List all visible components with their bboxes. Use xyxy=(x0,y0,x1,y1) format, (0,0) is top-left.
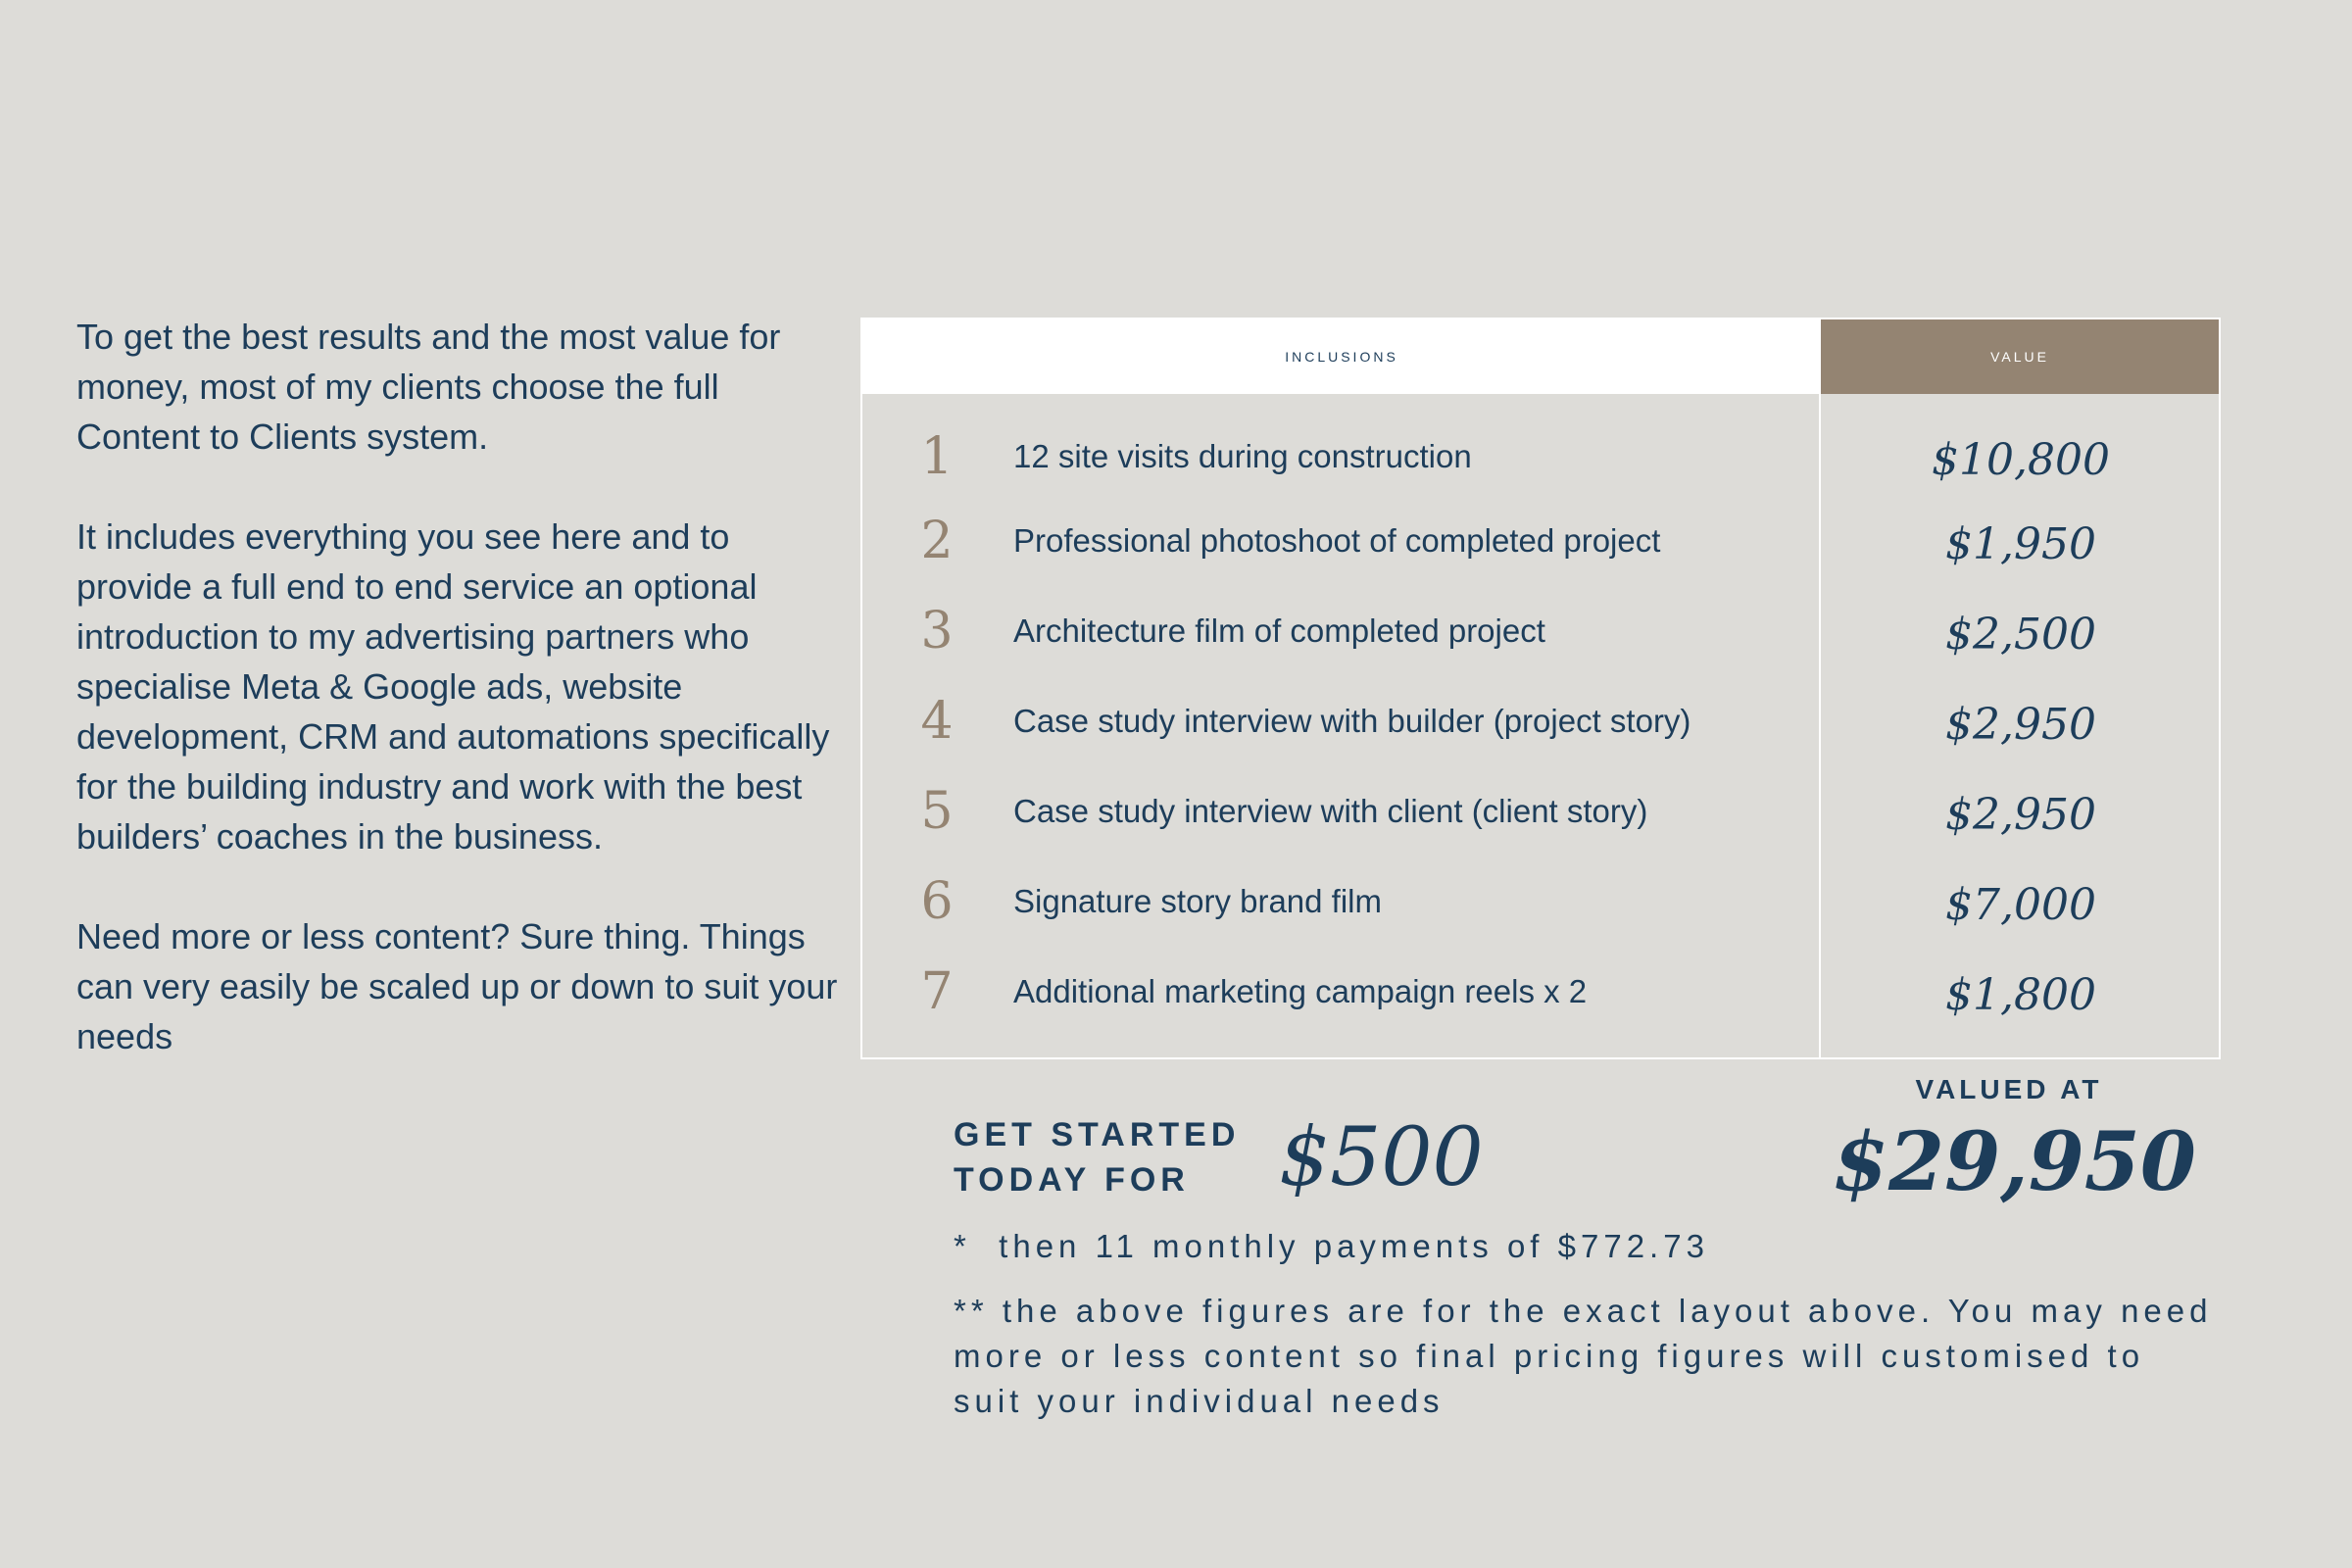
row-value: $1,800 xyxy=(1945,970,2096,1020)
header-value: VALUE xyxy=(1821,319,2219,394)
row-label: Architecture film of completed project xyxy=(1013,612,1545,649)
table-row xyxy=(862,782,2219,841)
row-number: 6 xyxy=(920,872,954,931)
payment-footnote: * then 11 monthly payments of $772.73 xyxy=(954,1228,1709,1264)
get-started-heading xyxy=(954,1112,1240,1202)
get-started-line-2: TODAY FOR xyxy=(954,1161,1190,1199)
header-inclusions: INCLUSIONS xyxy=(862,319,1821,394)
valued-at-label: VALUED AT xyxy=(1915,1074,2103,1104)
row-number: 3 xyxy=(920,602,954,661)
row-value: $1,950 xyxy=(1945,519,2096,569)
row-value: $7,000 xyxy=(1945,880,2096,930)
intro-paragraph-2: It includes everything you see here and to provide a full end to end service an optional introduction to my advertising partners who specialise Meta & Google ads, website development, CRM and automations specifically for the building industry and work with the best builders’ coaches in the business. xyxy=(76,516,830,857)
row-label: Signature story brand film xyxy=(1013,883,1383,919)
row-label: 12 site visits during construction xyxy=(1013,438,1472,474)
row-number: 4 xyxy=(920,692,954,751)
row-label: Professional photoshoot of completed project xyxy=(1013,522,1661,559)
table-row xyxy=(862,692,2219,751)
disclaimer-footnote: ** the above figures are for the exact layout above. You may need more or less content so final pricing figures will customised to suit your individual needs xyxy=(954,1293,2213,1419)
row-value: $10,800 xyxy=(1932,435,2110,485)
row-number: 1 xyxy=(920,427,954,486)
table-header xyxy=(862,319,2219,394)
row-label: Case study interview with client (client story) xyxy=(1013,793,1648,829)
intro-text xyxy=(76,312,841,1111)
row-value: $2,500 xyxy=(1945,610,2096,660)
row-number: 5 xyxy=(920,782,954,841)
table-row xyxy=(862,962,2219,1021)
table-row xyxy=(862,602,2219,661)
table-row xyxy=(862,427,2219,486)
total-value: $29,950 xyxy=(1833,1115,2196,1209)
intro-paragraph-3: Need more or less content? Sure thing. Things can very easily be scaled up or down to suit your needs xyxy=(76,916,838,1056)
row-label: Case study interview with builder (project story) xyxy=(1013,703,1691,739)
starting-price: $500 xyxy=(1279,1111,1484,1204)
row-number: 7 xyxy=(920,962,954,1021)
row-label: Additional marketing campaign reels x 2 xyxy=(1013,973,1588,1009)
row-value: $2,950 xyxy=(1945,700,2096,750)
inclusions-table xyxy=(860,318,2221,1059)
row-value: $2,950 xyxy=(1945,790,2096,840)
intro-paragraph-1: To get the best results and the most value for money, most of my clients choose the full Content to Clients system. xyxy=(76,317,781,457)
table-row xyxy=(862,512,2219,570)
get-started-line-1: GET STARTED xyxy=(954,1116,1241,1153)
table-row xyxy=(862,872,2219,931)
row-number: 2 xyxy=(920,512,954,570)
